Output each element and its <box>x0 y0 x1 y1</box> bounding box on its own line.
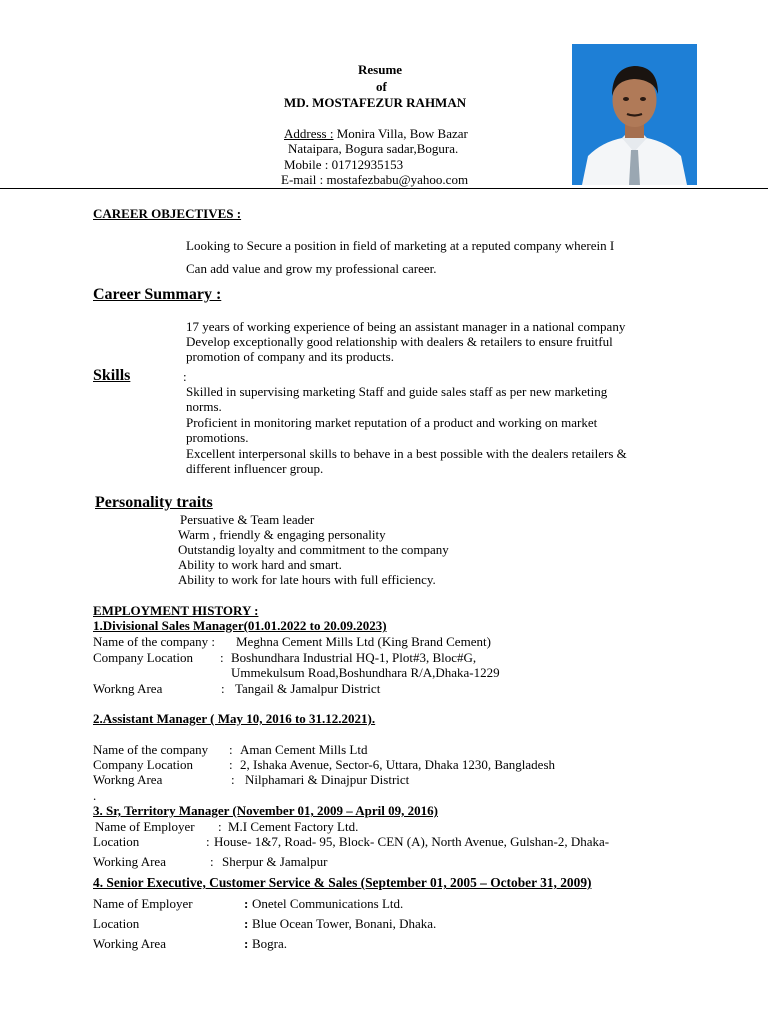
job-location-colon: : <box>206 834 210 849</box>
portrait-icon <box>572 44 697 185</box>
resume-of: of <box>376 79 387 94</box>
job-area: Tangail & Jamalpur District <box>235 681 381 696</box>
mobile-line: Mobile : 01712935153 <box>284 157 404 172</box>
job-location-colon: : <box>229 757 233 772</box>
job-title: 2.Assistant Manager ( May 10, 2016 to 31.12.2021). <box>93 711 376 726</box>
job-area-colon: : <box>244 936 249 951</box>
job-area-colon: : <box>221 681 225 696</box>
job-company: Meghna Cement Mills Ltd (King Brand Cement) <box>236 634 491 649</box>
skills-line: Skilled in supervising marketing Staff and guide sales staff as per new marketing <box>186 384 608 399</box>
job-area: Bogra. <box>252 936 288 951</box>
job-company-label: Name of the company : <box>93 634 216 649</box>
job-location: Boshundhara Industrial HQ-1, Plot#3, Bloc#G, <box>231 650 477 665</box>
job-location-colon: : <box>244 916 249 931</box>
skills-line: norms. <box>186 399 222 414</box>
objectives-heading: CAREER OBJECTIVES : <box>93 206 242 221</box>
stray-dot: . <box>93 788 97 803</box>
employment-heading: EMPLOYMENT HISTORY : <box>93 603 259 618</box>
skills-line: Excellent interpersonal skills to behave in a best possible with the dealers retailers & <box>186 446 627 461</box>
job-area-colon: : <box>210 854 214 869</box>
job-location: Ummekulsum Road,Boshundhara R/A,Dhaka-1229 <box>231 665 500 680</box>
objectives-line: Looking to Secure a position in field of marketing at a reputed company wherein I <box>186 238 615 253</box>
job-area-label: Workng Area <box>93 681 163 696</box>
job-employer-colon: : <box>218 819 222 834</box>
traits-line: Persuative & Team leader <box>180 512 315 527</box>
summary-heading: Career Summary : <box>93 286 222 303</box>
job-area: Nilphamari & Dinajpur District <box>245 772 410 787</box>
summary-line: Develop exceptionally good relationship with dealers & retailers to ensure fruitful <box>186 334 613 349</box>
objectives-line: Can add value and grow my professional career. <box>186 261 437 276</box>
job-area-label: Workng Area <box>93 772 163 787</box>
address-label: Address : <box>284 126 334 141</box>
summary-line: 17 years of working experience of being an assistant manager in a national company <box>186 319 626 334</box>
traits-line: Outstandig loyalty and commitment to the company <box>178 542 449 557</box>
job-location-label: Company Location <box>93 650 194 665</box>
job-title: 1.Divisional Sales Manager(01.01.2022 to 20.09.2023) <box>93 618 387 633</box>
job-employer-label: Name of Employer <box>93 896 193 911</box>
job-employer-label: Name of Employer <box>95 819 195 834</box>
job-area: Sherpur & Jamalpur <box>222 854 328 869</box>
job-employer-colon: : <box>244 896 249 911</box>
job-area-label: Working Area <box>93 936 166 951</box>
traits-line: Ability to work hard and smart. <box>178 557 342 572</box>
skills-heading <box>93 367 145 385</box>
traits-line: Warm , friendly & engaging personality <box>178 527 386 542</box>
skills-line: promotions. <box>186 430 249 445</box>
job-company-label: Name of the company <box>93 742 209 757</box>
address-value: Monira Villa, Bow Bazar <box>333 126 468 141</box>
job-area-label: Working Area <box>93 854 166 869</box>
skills-colon: : <box>183 369 187 384</box>
header-divider <box>0 188 768 189</box>
job-title: 3. Sr, Territory Manager (November 01, 2009 – April 09, 2016) <box>93 803 438 818</box>
job-company-colon: : <box>229 742 233 757</box>
portrait-photo <box>572 44 697 185</box>
job-location: 2, Ishaka Avenue, Sector-6, Uttara, Dhaka 1230, Bangladesh <box>240 757 556 772</box>
job-location: House- 1&7, Road- 95, Block- CEN (A), North Avenue, Gulshan-2, Dhaka- <box>214 834 610 849</box>
job-employer: M.I Cement Factory Ltd. <box>228 819 359 834</box>
job-company: Aman Cement Mills Ltd <box>240 742 368 757</box>
address-line-2: Nataipara, Bogura sadar,Bogura. <box>288 141 459 156</box>
skills-line: Proficient in monitoring market reputation of a product and working on market <box>186 415 598 430</box>
skills-heading-text: Skills <box>93 367 131 384</box>
job-location-label: Location <box>93 834 140 849</box>
job-location: Blue Ocean Tower, Bonani, Dhaka. <box>252 916 437 931</box>
skills-line: different influencer group. <box>186 461 324 476</box>
job-area-colon: : <box>231 772 235 787</box>
job-location-label: Location <box>93 916 140 931</box>
traits-line: Ability to work for late hours with full efficiency. <box>178 572 436 587</box>
job-location-label: Company Location <box>93 757 194 772</box>
email-line: E-mail : mostafezbabu@yahoo.com <box>281 172 469 187</box>
job-location-colon: : <box>220 650 224 665</box>
address-line <box>284 126 468 141</box>
summary-line: promotion of company and its products. <box>186 349 394 364</box>
job-title: 4. Senior Executive, Customer Service & Sales (September 01, 2005 – October 31, 2009) <box>93 875 592 890</box>
resume-title: Resume <box>358 62 403 77</box>
job-employer: Onetel Communications Ltd. <box>252 896 404 911</box>
traits-heading: Personality traits <box>95 494 213 511</box>
candidate-name: MD. MOSTAFEZUR RAHMAN <box>284 95 467 110</box>
